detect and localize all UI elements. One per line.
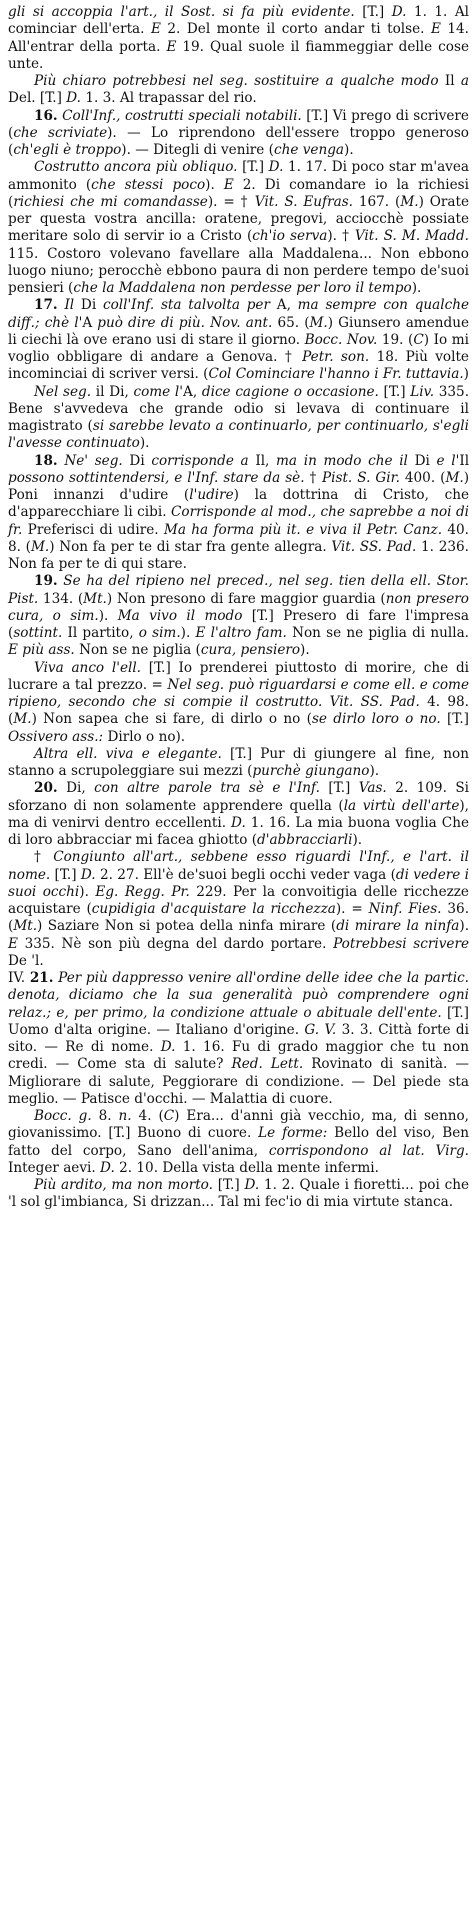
paragraph-20-article: † Congiunto all'art., sebbene esso riguardi l'Inf., e l'art. il nome. [T.] D. 2. 27. Ell'è de'suoi begli occhi veder vaga (di vedere i suoi occhi). Eg. Regg. Pr. 229. Per la convoitigia delle ricchezze acquistare (cupidigia d'acquistare la ricchezza). = Ninf. Fies. 36. (Mt.) Saziare Non si potea della ninfa mirare (di mirare la ninfa). E 335. Nè son più degna del dardo portare. Potrebbesi scrivere De 'l. <box>8 849 470 969</box>
paragraph-19-ellipsis: Viva anco l'ell. [T.] Io prenderei piuttosto di morire, che di lucrare a tal prezzo. = Nel seg. può riguardarsi e come ell. e come ripieno, secondo che si compie il costrutto. Vit. SS. Pad. 4. 98. (M.) Non sapea che si fare, di dirlo o no (se dirlo loro o no. [T.] Ossivero ass.: Dirlo o no). <box>8 659 470 745</box>
paragraph-section-iv-21: IV. 21. Per più dappresso venire all'ordine delle idee che la partic. denota, diciamo che la sua generalità può comprendere ogni relaz.; e, per primo, la condizione attuale o abituale dell'ente. [T.] Uomo d'alta origine. — Italiano d'origine. G. V. 3. 3. Città forte di sito. — Re di nome. D. 1. 16. Fu di grado maggior che tu non credi. — Come sta di salute? Red. Lett. Rovinato di sanità. — Migliorare di salute, Peggiorare di condizione. — Del piede sta meglio. — Patisce d'occhi. — Malattia di cuore. <box>8 970 470 1107</box>
paragraph-note: Più chiaro potrebbesi nel seg. sostituire a qualche modo Il a Del. [T.] D. 1. 3. Al trapassar del rio. <box>8 73 469 107</box>
paragraph-16-oblique: Costrutto ancora più obliquo. [T.] D. 1. 17. Di poco star m'avea ammonito (che stessi poco). E 2. Di comandare io la richiesi (richiesi che mi comandasse). = † Vit. S. Eufras. 167. (M.) Orate per questa vostra ancilla: oratene, pregovi, acciocchè possiate meritare solo di servir io a Cristo (ch'io serva). † Vit. S. M. Madd. 115. Costoro volevano favellare alla Maddalena... Non ebbono luogo niuno; perocchè ebbono paura di non perdere tempo de'suoi pensieri (che la Maddalena non perdesse per loro il tempo). <box>8 159 470 296</box>
paragraph-19: 19. Se ha del ripieno nel preced., nel seg. tien della ell. Stor. Pist. 134. (Mt.) Non presono di fare maggior guardia (non presero cura, o sim.). Ma vivo il modo [T.] Presero di fare l'impresa (sottint. Il partito, o sim.). E l'altro fam. Non se ne piglia di nulla. E più ass. Non se ne piglia (cura, pensiero). <box>8 573 470 659</box>
paragraph-21-bold: Più ardito, ma non morto. [T.] D. 1. 2. Quale i fioretti... poi che 'l sol gl'imbianca, Si drizzan... Tal mi fec'io di mia virtute stanca. <box>8 1177 470 1211</box>
paragraph-continuation: gli si accoppia l'art., il Sost. si fa più evidente. [T.] D. 1. 1. Al cominciar dell'erta. E 2. Del monte il corto andar ti tolse. E 14. All'entrar della porta. E 19. Qual suole il fiammeggiar delle cose unte. <box>8 4 469 72</box>
paragraph-21-examples: Bocc. g. 8. n. 4. (C) Era... d'anni già vecchio, ma, di senno, giovanissimo. [T.] Buono di cuore. Le forme: Bello del viso, Ben fatto del corpo, Sano dell'anima, corrispondono al lat. Virg. Integer aevi. D. 2. 10. Della vista della mente infermi. <box>8 1108 470 1176</box>
paragraph-20: 20. Di, con altre parole tra sè e l'Inf. [T.] Vas. 2. 109. Si sforzano di non solamente apprendere quella (la virtù dell'arte), ma di venirvi dentro eccellenti. D. 1. 16. La mia buona voglia Che di loro abbracciar mi facea ghiotto (d'abbracciarli). <box>8 780 469 848</box>
paragraph-18: 18. Ne' seg. Di corrisponde a Il, ma in modo che il Di e l'Il possono sottintendersi, e l'Inf. stare da sè. † Pist. S. Gir. 400. (M.) Poni innanzi d'udire (l'udire) la dottrina di Cristo, che d'apparecchiare li cibi. Corrisponde al mod., che saprebbe a noi di fr. Preferisci di udire. Ma ha forma più it. e viva il Petr. Canz. 40. 8. (M.) Non fa per te di star fra gente allegra. Vit. SS. Pad. 1. 236. Non fa per te di qui stare. <box>8 452 470 572</box>
paragraph-16: 16. Coll'Inf., costrutti speciali notabili. [T.] Vi prego di scrivere (che scriviate). — Lo riprendono dell'essere troppo generoso (ch'egli è troppo). — Ditegli di venire (che venga). <box>8 107 469 158</box>
paragraph-17: 17. Il Di coll'Inf. sta talvolta per A, ma sempre con qualche diff.; chè l'A può dire di più. Nov. ant. 65. (M.) Giunsero amendue li ciechi là ove erano usi di stare il giorno. Bocc. Nov. 19. (C) Io mi voglio obbligare di andare a Genova. † Petr. son. 18. Più volte incominciai di scriver versi. (Col Cominciare l'hanno i Fr. tuttavia.) <box>8 297 470 383</box>
paragraph-19-elegant: Altra ell. viva e elegante. [T.] Pur di giungere al fine, non stanno a scrupoleggiare sui mezzi (purchè giungano). <box>8 745 469 779</box>
paragraph-17-cause: Nel seg. il Di, come l'A, dice cagione o occasione. [T.] Liv. 335. Bene s'avvedeva che grande odio si levava di continuare il magistrato (si sarebbe levato a continuarlo, per continuarlo, s'egli l'avesse continuato). <box>8 383 470 452</box>
